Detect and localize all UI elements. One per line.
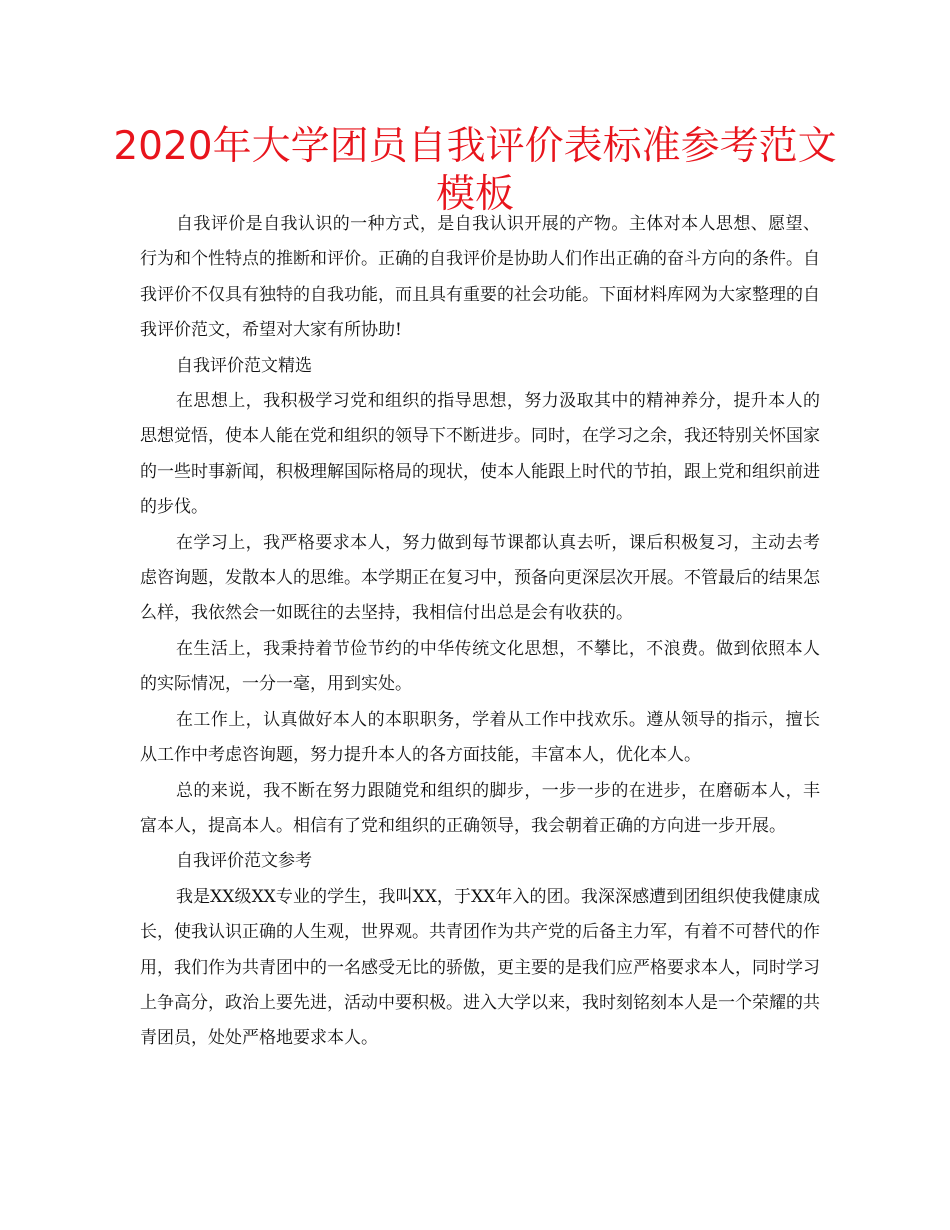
document-body: [140, 207, 820, 1057]
document-title-line-2: 模板: [435, 172, 514, 217]
paragraph-reference: 我是XX级XX专业的学生，我叫XX，于XX年入的团。我深深感遭到团组织使我健康成长，使我认识正确的人生观，世界观。共青团作为共产党的后备主力军，有着不可替代的作用，我们作为共青团中的一名感受无比的骄傲，更主要的是我们应严格要求本人，同时学习上争高分，政治上要先进，活动中要积极。进入大学以来，我时刻铭刻本人是一个荣耀的共青团员，处处严格地要求本人。: [140, 886, 820, 1049]
paragraph-study: 在学习上，我严格要求本人，努力做到每节课都认真去听，课后积极复习，主动去考虑咨询题，发散本人的思维。本学期正在复习中，预备向更深层次开展。不管最后的结果怎么样，我依然会一如既往的去坚持，我相信付出总是会有收获的。: [140, 532, 820, 624]
section-heading: 自我评价范文精选: [176, 355, 312, 376]
section-heading: 自我评价范文参考: [176, 851, 312, 872]
document-title-line-1: 2020年大学团员自我评价表标准参考范文: [113, 124, 837, 169]
paragraph-life: 在生活上，我秉持着节俭节约的中华传统文化思想，不攀比，不浪费。做到依照本人的实际情况，一分一毫，用到实处。: [140, 638, 820, 695]
paragraph-summary: 总的来说，我不断在努力跟随党和组织的脚步，一步一步的在进步，在磨砺本人，丰富本人，提高本人。相信有了党和组织的正确领导，我会朝着正确的方向进一步开展。: [140, 780, 820, 836]
paragraph-intro: 自我评价是自我认识的一种方式，是自我认识开展的产物。主体对本人思想、愿望、行为和个性特点的推断和评价。正确的自我评价是协助人们作出正确的奋斗方向的条件。自我评价不仅具有独特的自我功能，而且具有重要的社会功能。下面材料库网为大家整理的自我评价范文，希望对大家有所协助!: [140, 214, 820, 341]
paragraph-thought: 在思想上，我积极学习党和组织的指导思想，努力汲取其中的精神养分，提升本人的思想觉悟，使本人能在党和组织的领导下不断进步。同时，在学习之余，我还特别关怀国家的一些时事新闻，积极理解国际格局的现状，使本人能跟上时代的节拍，跟上党和组织前进的步伐。: [140, 391, 820, 518]
paragraph-work: 在工作上，认真做好本人的本职职务，学着从工作中找欢乐。遵从领导的指示，擅长从工作中考虑咨询题，努力提升本人的各方面技能，丰富本人，优化本人。: [140, 709, 820, 766]
